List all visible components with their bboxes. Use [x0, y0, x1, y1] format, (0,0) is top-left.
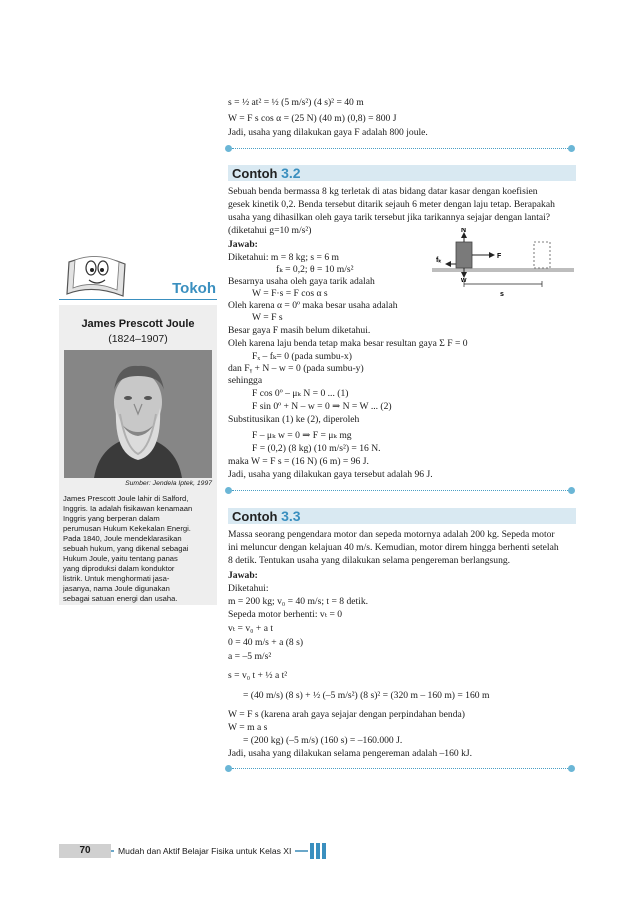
- label-N: N: [461, 228, 467, 234]
- solution-line: s = v₀ t + ½ a t²: [228, 670, 288, 681]
- question-line: gesek kinetik 0,2. Benda tersebut ditarik sejauh 6 meter dengan laju tetap. Berapakah: [228, 199, 555, 210]
- solution-line: Fₓ – fₖ= 0 (pada sumbu-x): [252, 351, 352, 362]
- label-s: s: [500, 291, 504, 298]
- solution-line: maka W = F s = (16 N) (6 m) = 96 J.: [228, 456, 369, 467]
- tokoh-label: Tokoh: [172, 280, 216, 297]
- block-ghost: [534, 242, 550, 268]
- solution-line: vₜ = v₀ + a t: [228, 623, 274, 634]
- eq-work: W = F s cos α = (25 N) (40 m) (0,8) = 800 J: [228, 113, 397, 124]
- bio-line: jasanya, nama Joule digunakan: [63, 584, 170, 593]
- photo-source: Sumber: Jendela Iptek, 1997: [125, 480, 212, 487]
- divider-dot: [568, 145, 575, 152]
- solution-line: Besarnya usaha oleh gaya tarik adalah: [228, 276, 375, 287]
- eq-distance: s = ½ at² = ½ (5 m/s²) (4 s)² = 40 m: [228, 97, 364, 108]
- person-name: James Prescott Joule: [81, 318, 195, 330]
- divider-dot: [225, 765, 232, 772]
- solution-line: F = (0,2) (8 kg) (10 m/s²) = 16 N.: [252, 443, 381, 454]
- divider: [232, 768, 572, 769]
- solution-line: Substitusikan (1) ke (2), diperoleh: [228, 414, 360, 425]
- conclusion: Jadi, usaha yang dilakukan gaya F adalah 800 joule.: [228, 127, 428, 138]
- divider-dot: [568, 765, 575, 772]
- solution-line: W = F·s = F cos α s: [252, 288, 328, 299]
- question-line: 8 detik. Tentukan usaha yang dilakukan selama pengereman berlangsung.: [228, 555, 511, 566]
- bio-line: perumusan Hukum Kekekalan Energi.: [63, 524, 191, 533]
- person-years: (1824–1907): [108, 333, 168, 345]
- solution-line: W = F s (karena arah gaya sejajar dengan perpindahan benda): [228, 709, 465, 720]
- solution-line: F sin 0º + N – w = 0 ⇒ N = W ... (2): [252, 401, 392, 412]
- question-line: ini meluncur dengan kelajuan 40 m/s. Kemudian, motor direm hingga berhenti setelah: [228, 542, 559, 553]
- question-line: (diketahui g=10 m/s²): [228, 225, 312, 236]
- example-heading: Contoh 3.2: [232, 165, 301, 181]
- answer-label: Jawab:: [228, 239, 258, 250]
- question-line: Sebuah benda bermassa 8 kg terletak di atas bidang datar kasar dengan koefisien: [228, 186, 538, 197]
- label-fk: fₖ: [436, 257, 442, 264]
- label-F: F: [497, 253, 502, 260]
- tokoh-underline: [59, 299, 217, 300]
- block: [456, 242, 472, 268]
- solution-line: a = –5 m/s²: [228, 651, 272, 662]
- solution-line: = (40 m/s) (8 s) + ½ (–5 m/s²) (8 s)² = (320 m – 160 m) = 160 m: [243, 690, 490, 701]
- question-line: usaha yang dihasilkan oleh gaya tarik tersebut jika tarikannya sejajar dengan lantai?: [228, 212, 551, 223]
- solution-line: Sepeda motor berhenti: vₜ = 0: [228, 609, 343, 620]
- solution-line: fₖ = 0,2; θ = 10 m/s²: [276, 264, 354, 275]
- solution-line: Jadi, usaha yang dilakukan selama pengereman adalah –160 kJ.: [228, 748, 473, 759]
- solution-line: Oleh karena laju benda tetap maka besar resultan gaya Σ F = 0: [228, 338, 468, 349]
- solution-line: W = F s: [252, 312, 283, 323]
- bio-line: Hukum Joule, yaitu tentang panas: [63, 554, 178, 563]
- footer-title: Mudah dan Aktif Belajar Fisika untuk Kelas XI: [114, 844, 295, 858]
- bio-line: yang diproduksi dalam konduktor: [63, 564, 175, 573]
- force-diagram: [430, 228, 578, 300]
- solution-line: W = m a s: [228, 722, 268, 733]
- book-mascot-icon: [63, 244, 131, 302]
- solution-line: dan Fᵧ + N – w = 0 (pada sumbu-y): [228, 363, 364, 374]
- bio-line: sebuah hukum, yang dikenal sebagai: [63, 544, 189, 553]
- solution-line: Besar gaya F masih belum diketahui.: [228, 325, 371, 336]
- bio-line: James Prescott Joule lahir di Salford,: [63, 494, 189, 503]
- divider: [232, 490, 572, 491]
- solution-line: Jadi, usaha yang dilakukan gaya tersebut adalah 96 J.: [228, 469, 433, 480]
- solution-line: Diketahui: m = 8 kg; s = 6 m: [228, 252, 340, 263]
- solution-line: m = 200 kg; v₀ = 40 m/s; t = 8 detik.: [228, 596, 369, 607]
- divider: [232, 148, 572, 149]
- label-w: w: [461, 277, 467, 284]
- solution-line: Oleh karena α = 0º maka besar usaha adalah: [228, 300, 398, 311]
- solution-line: 0 = 40 m/s + a (8 s): [228, 637, 304, 648]
- footer-marks: [310, 843, 340, 859]
- divider-dot: [225, 145, 232, 152]
- divider-dot: [225, 487, 232, 494]
- solution-line: F cos 0º – μₖ N = 0 ... (1): [252, 388, 349, 399]
- page-number: 70: [79, 845, 91, 856]
- example-heading: Contoh 3.3: [232, 508, 301, 524]
- solution-line: sehingga: [228, 375, 263, 386]
- solution-line: Diketahui:: [228, 583, 269, 594]
- bio-line: sebagai satuan energi dan usaha.: [63, 594, 178, 603]
- ground: [432, 268, 574, 272]
- question-line: Massa seorang pengendara motor dan sepeda motornya adalah 200 kg. Sepeda motor: [228, 529, 555, 540]
- portrait-photo: [64, 350, 212, 478]
- divider-dot: [568, 487, 575, 494]
- answer-label: Jawab:: [228, 570, 258, 581]
- bio-line: Inggris yang berperan dalam: [63, 514, 160, 523]
- solution-line: = (200 kg) (–5 m/s) (160 s) = –160.000 J.: [243, 735, 403, 746]
- solution-line: F – μₖ w = 0 ⇒ F = μₖ mg: [252, 430, 352, 441]
- bio-line: Inggris. Ia adalah fisikawan kenamaan: [63, 504, 193, 513]
- bio-line: listrik. Untuk menghormati jasa-: [63, 574, 170, 583]
- bio-line: Pada 1840, Joule mendeklarasikan: [63, 534, 182, 543]
